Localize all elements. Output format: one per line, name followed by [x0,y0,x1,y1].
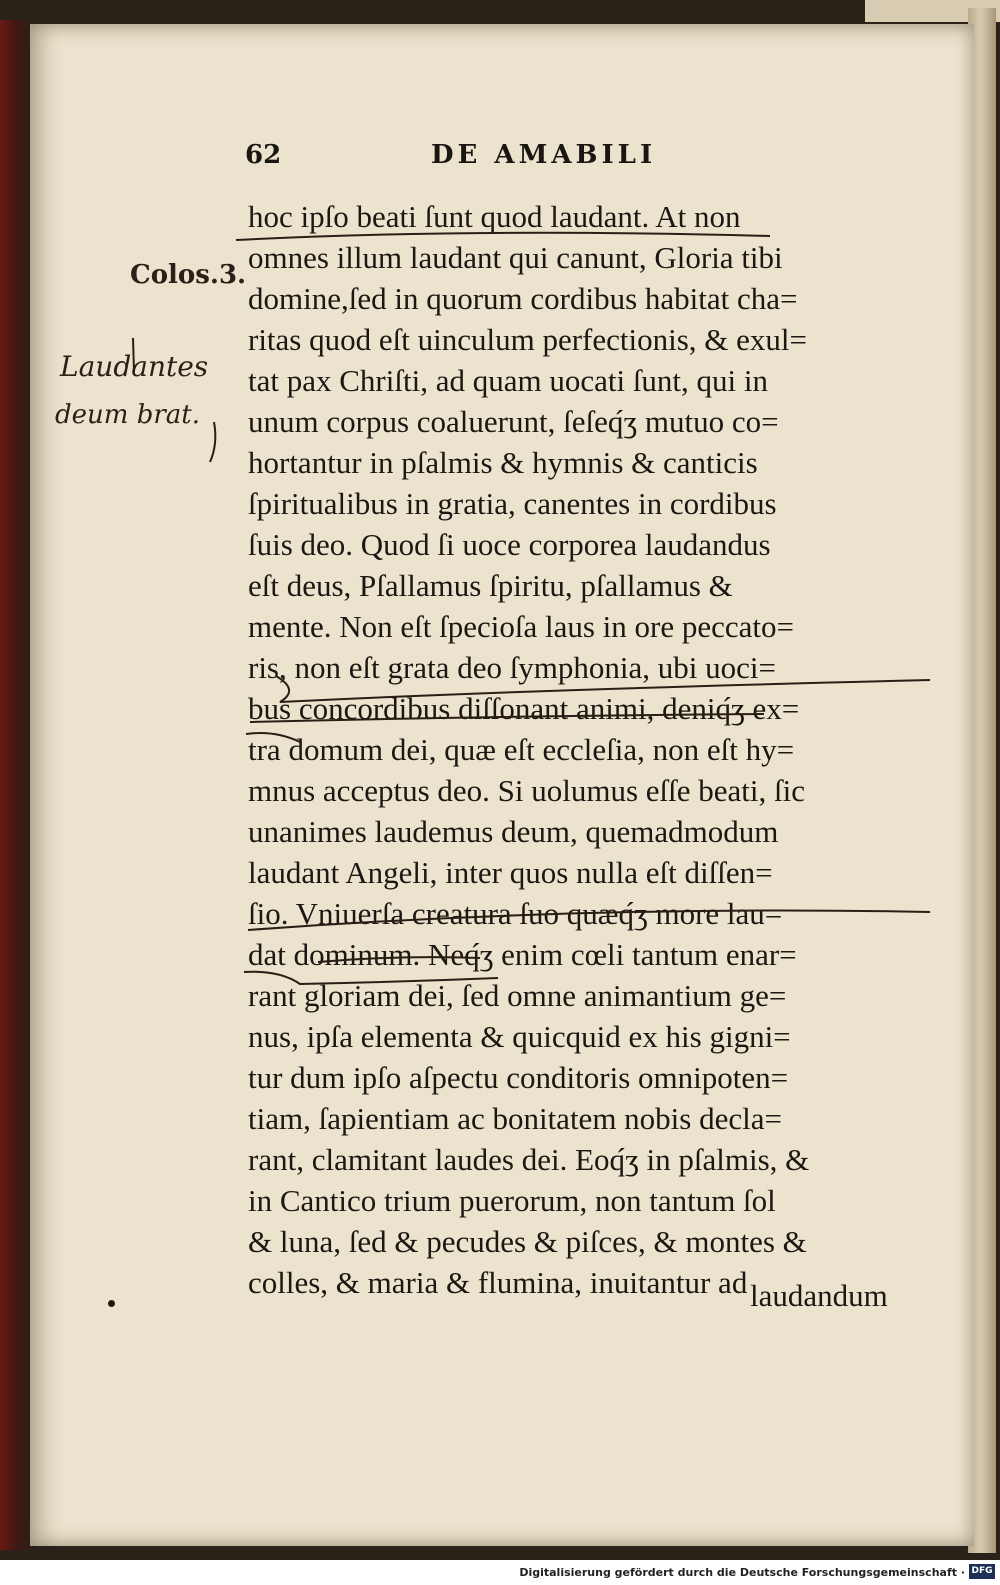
text-line: eſt deus, Pſallamus ſpiritu, pſallamus & [248,568,733,603]
text-line: ſpiritualibus in gratia, canentes in cordibus [248,486,777,521]
text-line: rant, clamitant laudes dei. Eoq́ʒ in pſalmis, & [248,1142,810,1177]
dfg-logo: DFG [969,1564,995,1579]
text-line: & luna, ſed & pecudes & piſces, & montes & [248,1224,807,1259]
text-line: unanimes laudemus deum, quemadmodum [248,814,779,849]
text-line: tiam, ſapientiam ac bonitatem nobis decla= [248,1101,782,1136]
page-number: 62 [245,140,282,170]
page-header [245,140,725,176]
text-line: ritas quod eſt uinculum perfectionis, & exul= [248,322,807,357]
running-title: DE AMABILI [431,140,657,170]
handwritten-note-line-1: Laudantes [60,350,209,383]
text-line: rant gloriam dei, ſed omne animantium ge= [248,978,787,1013]
handwritten-note-line-2: deum brat. [55,400,200,430]
digitization-credit: Digitalisierung gefördert durch die Deutsche Forschungsgemeinschaft · [519,1566,965,1579]
text-line: ris, non eſt grata deo ſymphonia, ubi uoci= [248,650,777,685]
text-line: ſio. Vniuerſa creatura ſuo quæq́ʒ more lau= [248,896,783,931]
text-line: hoc ipſo beati ſunt quod laudant. At non [248,199,741,234]
text-line: nus, ipſa elementa & quicquid ex his gigni= [248,1019,791,1054]
text-line: domine,ſed in quorum cordibus habitat cha= [248,281,798,316]
text-line: tat pax Chriſti, ad quam uocati ſunt, qui in [248,363,769,398]
ink-dot [108,1300,115,1307]
binding-edge [0,20,32,1550]
text-line: mente. Non eſt ſpecioſa laus in ore peccato= [248,609,794,644]
text-line: omnes illum laudant qui canunt, Gloria tibi [248,240,783,275]
text-line: laudant Angeli, inter quos nulla eſt diſſen= [248,855,773,890]
text-line: in Cantico trium puerorum, non tantum ſol [248,1183,776,1218]
text-line: bus concordibus diſſonant animi, deniq́ʒ ex= [248,691,800,726]
marginal-notes [50,248,247,468]
main-text-block [248,196,938,1303]
catchword: laudandum [750,1278,888,1313]
text-line: tur dum ipſo aſpectu conditoris omnipoten= [248,1060,789,1095]
text-line: mnus acceptus deo. Si uolumus eſſe beati, ſic [248,773,806,808]
text-line: ſuis deo. Quod ſi uoce corporea laudandus [248,527,771,562]
text-line: hortantur in pſalmis & hymnis & canticis [248,445,758,480]
text-line: unum corpus coaluerunt, ſeſeq́ʒ mutuo co= [248,404,779,439]
marginal-reference: Colos.3. [130,260,247,290]
text-line: dat dominum. Neq́ʒ enim cœli tantum enar= [248,937,797,972]
text-line: colles, & maria & flumina, inuitantur ad [248,1265,748,1300]
text-line: tra domum dei, quæ eſt eccleſia, non eſt hy= [248,732,795,767]
